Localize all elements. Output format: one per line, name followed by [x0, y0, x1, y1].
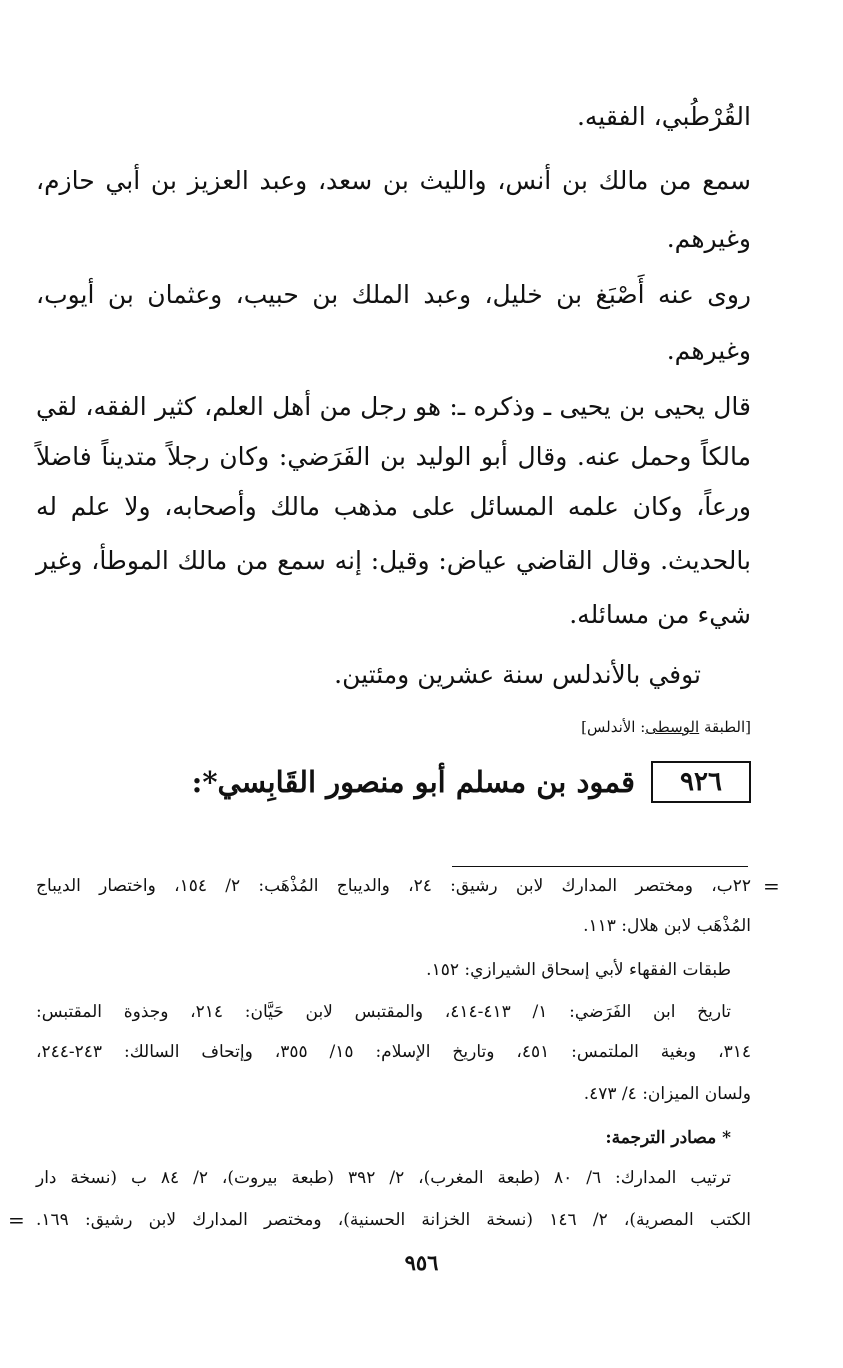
footnote-line: طبقات الفقهاء لأبي إسحاق الشيرازي: ١٥٢. [426, 960, 731, 980]
entry-title: قمود بن مسلم أبو منصور القَابِسي*: [191, 765, 635, 799]
body-line: بالحديث. وقال القاضي عياض: وقيل: إنه سمع من مالك الموطأ، وغير [36, 546, 751, 575]
footnote-line: ٢٢ب، ومختصر المدارك لابن رشيق: ٢٤، والديباج المُذْهَب: ٢/ ١٥٤، واختصار الديباج [36, 876, 751, 896]
sources-line: ترتيب المدارك: ٦/ ٨٠ (طبعة المغرب)، ٢/ ٣٩٢ (طبعة بيروت)، ٢/ ٨٤ ب (نسخة دار [36, 1168, 731, 1188]
footnote-line: ولسان الميزان: ٤/ ٤٧٣. [583, 1084, 751, 1104]
body-line: وغيرهم. [666, 224, 751, 253]
sources-line: الكتب المصرية)، ٢/ ١٤٦ (نسخة الخزانة الحسنية)، ومختصر المدارك لابن رشيق: ١٦٩. [36, 1210, 751, 1230]
footnote-line: المُذْهَب لابن هلال: ١١٣. [583, 916, 751, 936]
section-tag-open: [الطبقة [699, 718, 751, 736]
footnote-line: ٣١٤، وبغية الملتمس: ٤٥١، وتاريخ الإسلام: ١٥/ ٣٥٥، وإتحاف السالك: ٢٤٣-٢٤٤، [36, 1042, 751, 1062]
body-line: قال يحيى بن يحيى ـ وذكره ـ: هو رجل من أهل العلم، كثير الفقه، لقي [36, 392, 751, 421]
footnote-line: تاريخ ابن الفَرَضي: ١/ ٤١٣-٤١٤، والمقتبس لابن حَيَّان: ٢١٤، وجذوة المقتبس: [36, 1002, 731, 1022]
sources-heading: * مصادر الترجمة: [605, 1128, 731, 1148]
body-line: مالكاً وحمل عنه. وقال أبو الوليد بن الفَرَضي: وكان رجلاً متديناً فاضلاً [36, 442, 751, 471]
section-tag [581, 716, 751, 738]
body-line: روى عنه أَصْبَغ بن خليل، وعبد الملك بن حبيب، وعثمان بن أيوب، [36, 280, 751, 309]
section-tag-rest: : الأندلس] [581, 718, 646, 736]
body-line: شيء من مسائله. [569, 600, 751, 629]
entry-number-box: ٩٢٦ [651, 761, 751, 803]
section-tag-underlined: الوسطى [645, 718, 700, 736]
entry-heading [192, 760, 751, 804]
page-number: ٩٥٦ [404, 1250, 439, 1275]
body-line: سمع من مالك بن أنس، والليث بن سعد، وعبد العزيز بن أبي حازم، [36, 166, 751, 195]
body-line: وغيرهم. [666, 336, 751, 365]
body-line: توفي بالأندلس سنة عشرين ومئتين. [334, 660, 701, 689]
body-line: ورعاً، وكان علمه المسائل على مذهب مالك وأصحابه، ولا علم له [36, 492, 751, 521]
footnote-divider [452, 866, 748, 867]
continuation-mark-end: = [8, 1208, 25, 1232]
body-line: القُرْطُبي، الفقيه. [576, 102, 751, 131]
continuation-mark: = [763, 874, 780, 898]
